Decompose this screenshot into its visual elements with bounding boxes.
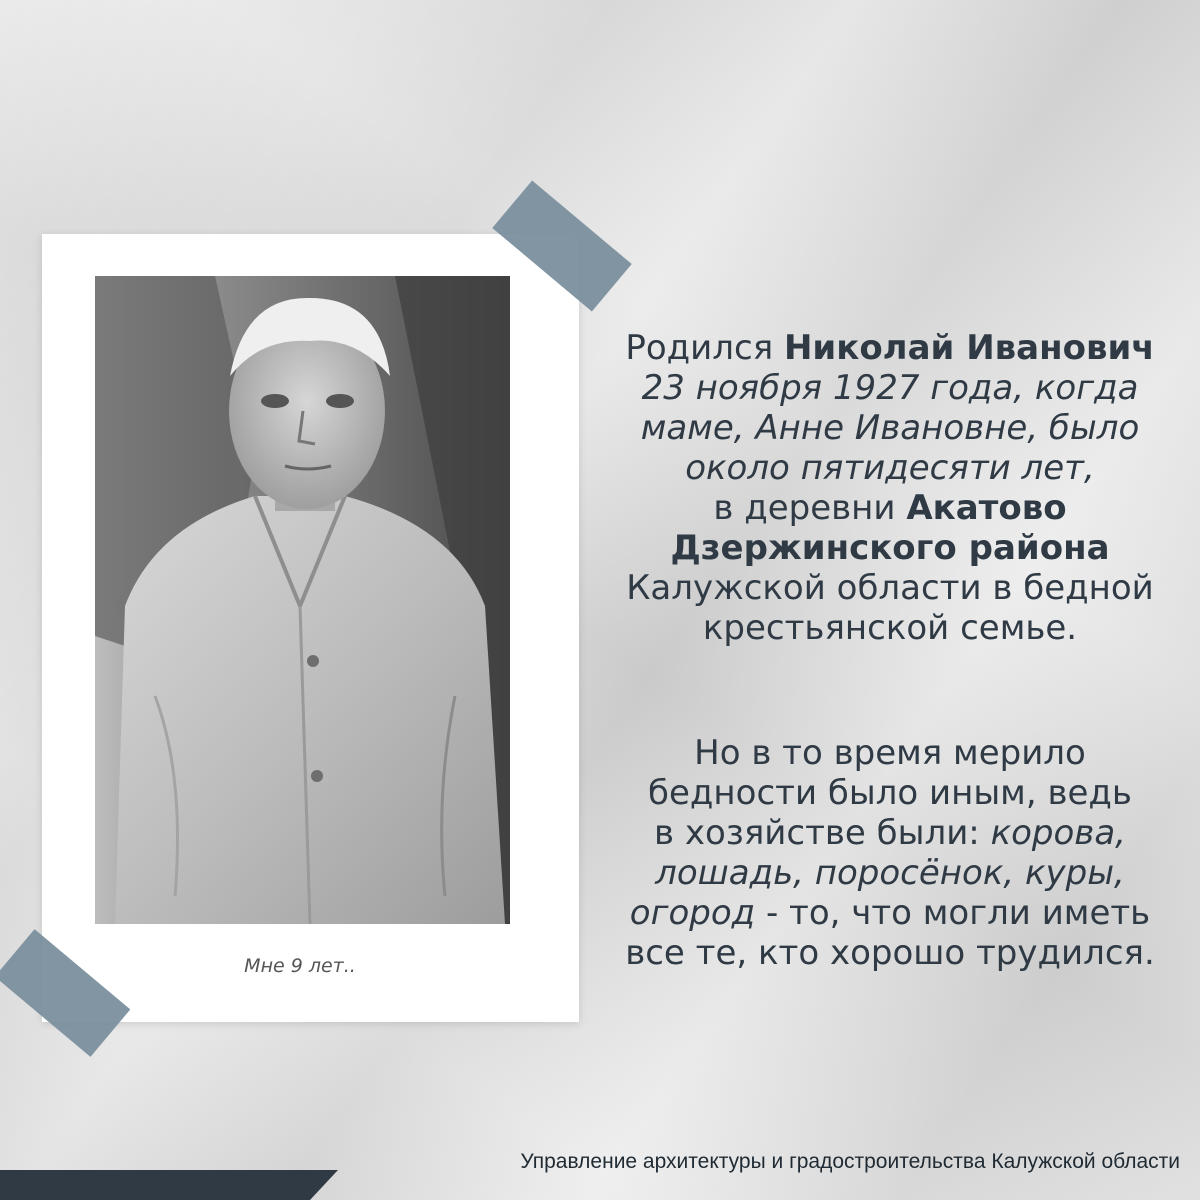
p2-line-1: Но в то время мерило: [694, 733, 1086, 773]
p2-line-5-b: - то, что могли иметь: [755, 893, 1151, 933]
p1-line-1: [600, 328, 1180, 368]
name-highlight: Николай Иванович: [783, 328, 1155, 368]
p1-line-8: крестьянской семье.: [702, 608, 1078, 648]
footer-accent-bar: [0, 1170, 310, 1200]
village-highlight: Акатово: [906, 488, 1067, 528]
p2-line-5-a: огород: [629, 893, 756, 933]
p1-line-3: маме, Анне Ивановне, было: [640, 408, 1140, 448]
biography-paragraph-1: [600, 328, 1180, 648]
p2-line-5: [600, 893, 1180, 933]
boy-photo: [95, 276, 510, 924]
p1-line-6: Дзержинского района: [670, 528, 1110, 568]
footer-organization: Управление архитектуры и градостроительства Калужской области: [520, 1150, 1180, 1173]
p1-line-4: около пятидесяти лет,: [685, 448, 1095, 488]
biography-paragraph-2: [600, 733, 1180, 973]
p2-line-3: [600, 813, 1180, 853]
p2-line-4: лошадь, поросёнок, куры,: [655, 853, 1125, 893]
p1-line-1-a: Родился: [625, 328, 784, 368]
p1-line-5-a: в деревни: [713, 488, 907, 528]
p2-line-3-b: корова,: [990, 813, 1126, 853]
p1-line-7: Калужской области в бедной: [626, 568, 1154, 608]
p2-line-3-a: в хозяйстве были:: [654, 813, 991, 853]
p2-line-6: все те, кто хорошо трудился.: [625, 933, 1155, 973]
photo-caption: Мне 9 лет..: [244, 955, 356, 977]
p1-line-2: 23 ноября 1927 года, когда: [641, 368, 1139, 408]
p2-line-2: бедности было иным, ведь: [648, 773, 1132, 813]
p1-line-5: [600, 488, 1180, 528]
